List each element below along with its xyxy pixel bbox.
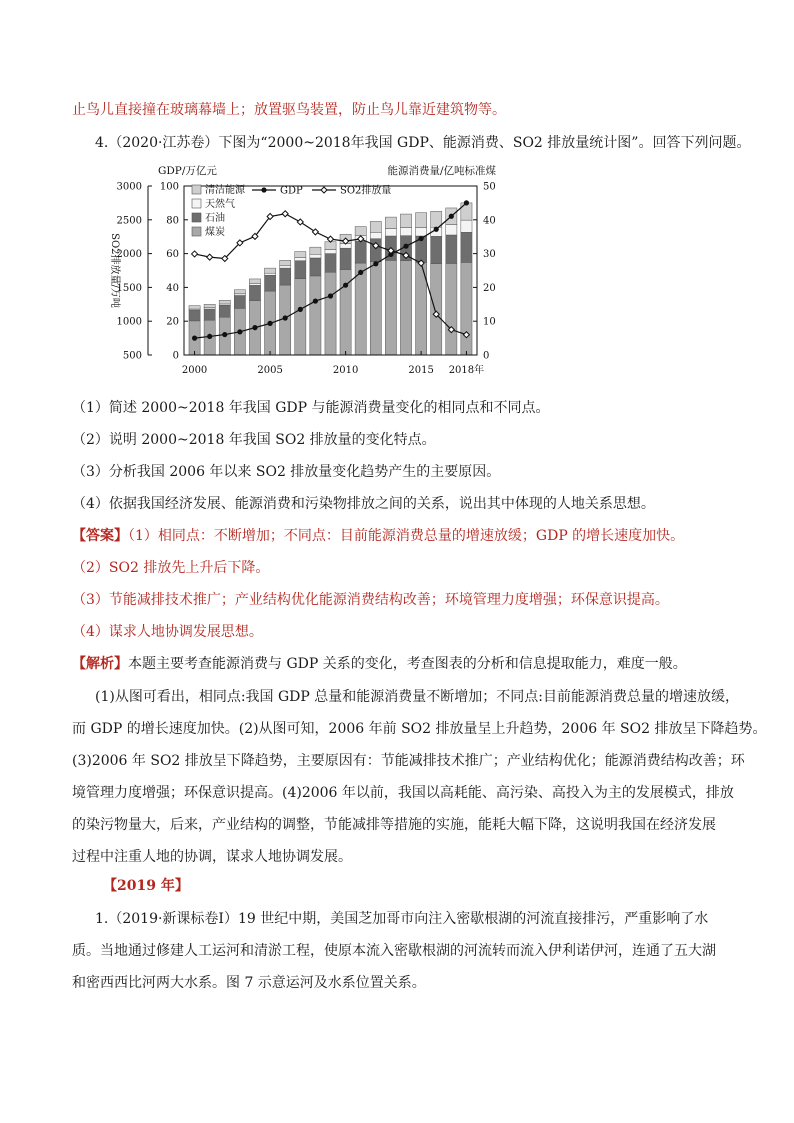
legend-label-clean: 清洁能源 — [205, 185, 245, 196]
answer-line-4: （4）谋求人地协调发展思想。 — [72, 624, 263, 640]
legend-so2-marker — [321, 187, 327, 193]
chart — [104, 158, 504, 382]
gdp-point-2012 — [373, 261, 378, 266]
analysis-summary: 本题主要考查能源消费与 GDP 关系的变化，考查图表的分析和信息提取能力，难度一般。 — [128, 656, 687, 672]
energy-tick-label: 30 — [483, 249, 496, 261]
bar-clean-2003 — [234, 290, 245, 294]
legend-swatch-oil — [192, 213, 201, 222]
energy-tick-label: 50 — [483, 181, 496, 193]
so2-axis-title: SO2排放量/万吨 — [109, 233, 120, 308]
bar-oil-2001 — [204, 309, 215, 320]
bar-clean-2016 — [431, 211, 442, 227]
section-heading-2019: 【2019 年】 — [103, 878, 189, 894]
gdp-point-2008 — [313, 298, 318, 303]
so2-point-2001 — [207, 254, 213, 260]
legend-label-coal: 煤炭 — [205, 227, 225, 238]
bar-clean-2014 — [400, 214, 411, 228]
so2-point-2009 — [328, 236, 334, 242]
energy-tick-label: 20 — [483, 282, 496, 294]
x-tick-label: 2000 — [181, 365, 208, 376]
bar-gas-2014 — [400, 228, 411, 236]
bar-clean-2006 — [280, 260, 291, 265]
gdp-axis-title: GDP/万亿元 — [158, 165, 217, 177]
bar-gas-2007 — [295, 258, 306, 261]
question-header: 4.（2020·江苏卷）下图为“2000~2018年我国 GDP、能源消费、SO2 排放量统计图”。回答下列问题。 — [95, 135, 751, 151]
energy-axis-title: 能源消费量/亿吨标准煤 — [387, 165, 496, 177]
bar-gas-2005 — [264, 273, 275, 275]
bar-gas-2015 — [416, 228, 427, 236]
legend-label-gas: 天然气 — [205, 199, 235, 210]
question-item-4: （4）依据我国经济发展、能源消费和污染物排放之间的关系，说出其中体现的人地关系思想。 — [72, 496, 655, 512]
bar-coal-2018 — [461, 262, 472, 355]
bar-clean-2000 — [189, 306, 200, 309]
legend-swatch-clean — [192, 185, 201, 194]
gdp-point-2016 — [434, 227, 439, 232]
bar-oil-2016 — [431, 236, 442, 263]
bar-gas-2003 — [234, 294, 245, 296]
legend-label-oil: 石油 — [205, 213, 225, 224]
gdp-point-2005 — [267, 321, 272, 326]
so2-point-2007 — [297, 219, 303, 225]
q2019-line-2: 质。当地通过修建人工运河和清淤工程，使原本流入密歇根湖的河流转而流入伊利诺伊河，连通了五大湖 — [72, 943, 716, 959]
gdp-point-2007 — [298, 307, 303, 312]
answer-line-1 — [72, 526, 684, 546]
q2019-line-3: 和密西西比河两大水系。图 7 示意运河及水系位置关系。 — [72, 975, 426, 991]
bar-clean-2012 — [370, 221, 381, 232]
question-item-2: （2）说明 2000~2018 年我国 SO2 排放量的变化特点。 — [72, 432, 436, 448]
bar-oil-2008 — [310, 258, 321, 276]
so2-tick-label: 2000 — [116, 249, 142, 261]
legend-label-gdp: GDP — [280, 185, 303, 197]
intro-line: 止鸟儿直接撞在玻璃幕墙上；放置驱鸟装置，防止鸟儿靠近建筑物等。 — [72, 102, 506, 118]
answer-tag: 【答案】 — [72, 528, 128, 544]
answer-line-2: （2）SO2 排放先上升后下降。 — [72, 560, 270, 576]
bar-oil-2011 — [355, 241, 366, 263]
gdp-point-2002 — [222, 332, 227, 337]
bar-coal-2016 — [431, 264, 442, 355]
analysis-paragraph-line-4: 境管理力度增强；环保意识提高。(4)2006 年以前，我国以高耗能、高污染、高投入为主的发展模式，排放 — [72, 785, 734, 801]
gdp-point-2006 — [283, 315, 288, 320]
analysis-tag: 【解析】 — [72, 656, 128, 672]
energy-tick-label: 40 — [483, 215, 496, 227]
analysis-paragraph-line-2: 而 GDP 的增长速度加快。(2)从图可知，2006 年前 SO2 排放量呈上升趋势，2006 年 SO2 排放呈下降趋势。 — [72, 721, 767, 737]
gdp-tick-label: 100 — [159, 181, 179, 193]
bar-oil-2004 — [249, 285, 260, 300]
gdp-point-2000 — [192, 336, 197, 341]
gdp-point-2010 — [343, 283, 348, 288]
so2-tick-label: 1000 — [116, 316, 142, 328]
bar-oil-2010 — [340, 248, 351, 269]
bar-coal-2009 — [325, 272, 336, 355]
bar-clean-2004 — [249, 279, 260, 284]
bar-gas-2006 — [280, 266, 291, 268]
bar-oil-2007 — [295, 261, 306, 279]
gdp-point-2017 — [449, 214, 454, 219]
legend-swatch-gas — [192, 199, 201, 208]
bar-clean-2008 — [310, 247, 321, 254]
gdp-tick-label: 40 — [166, 282, 179, 294]
x-tick-label: 2018年 — [448, 365, 485, 376]
bar-oil-2018 — [461, 232, 472, 262]
bar-gas-2012 — [370, 232, 381, 238]
bar-clean-2011 — [355, 227, 366, 236]
so2-point-2006 — [282, 211, 288, 217]
bar-coal-2014 — [400, 261, 411, 355]
bar-oil-2017 — [446, 235, 457, 263]
bar-oil-2003 — [234, 296, 245, 309]
bar-gas-2017 — [446, 225, 457, 235]
gdp-point-2011 — [358, 270, 363, 275]
bar-oil-2005 — [264, 275, 275, 291]
energy-tick-label: 0 — [483, 350, 490, 362]
bar-clean-2015 — [416, 213, 427, 228]
bar-oil-2009 — [325, 254, 336, 273]
bar-gas-2008 — [310, 254, 321, 258]
so2-tick-label: 500 — [122, 350, 142, 362]
bar-oil-2006 — [280, 268, 291, 285]
legend-label-so2: SO2排放量 — [340, 185, 392, 197]
bar-gas-2018 — [461, 220, 472, 232]
gdp-point-2009 — [328, 293, 333, 298]
gdp-tick-label: 60 — [166, 249, 179, 261]
bar-clean-2005 — [264, 268, 275, 273]
bar-coal-2012 — [370, 262, 381, 355]
energy-tick-label: 10 — [483, 316, 496, 328]
gdp-point-2003 — [237, 329, 242, 334]
so2-tick-label: 3000 — [116, 181, 142, 193]
q2019-line-1: 1.（2019·新课标卷Ⅰ）19 世纪中期，美国芝加哥市向注入密歇根湖的河流直接排污，严重影响了水 — [95, 911, 709, 927]
bar-clean-2007 — [295, 252, 306, 258]
bar-clean-2002 — [219, 300, 230, 304]
bar-coal-2013 — [385, 260, 396, 355]
question-item-1: （1）简述 2000~2018 年我国 GDP 与能源消费量变化的相同点和不同点。 — [72, 400, 550, 416]
gdp-point-2004 — [252, 325, 257, 330]
bar-coal-2007 — [295, 279, 306, 355]
analysis-paragraph-line-1: (1)从图可看出，相同点:我国 GDP 总量和能源消费量不断增加；不同点:目前能源消费总量的增速放缓， — [95, 689, 739, 705]
bar-clean-2009 — [325, 242, 336, 250]
x-tick-label: 2010 — [332, 365, 359, 376]
x-tick-label: 2005 — [257, 365, 283, 376]
analysis-line — [72, 654, 687, 674]
gdp-point-2018 — [464, 200, 469, 205]
bar-coal-2008 — [310, 276, 321, 355]
bar-gas-2013 — [385, 229, 396, 236]
analysis-paragraph-line-5: 的染污物量大，后来，产业结构的调整，节能减排等措施的实施，能耗大幅下降，这说明我国在经济发展 — [72, 817, 716, 833]
bar-coal-2011 — [355, 263, 366, 355]
gdp-point-2015 — [419, 236, 424, 241]
so2-tick-label: 1500 — [116, 282, 142, 294]
bar-oil-2000 — [189, 310, 200, 321]
bar-coal-2017 — [446, 263, 457, 355]
bar-clean-2013 — [385, 217, 396, 228]
answer-line-3: （3）节能减排技术推广；产业结构优化能源消费结构改善；环境管理力度增强；环保意识提高。 — [72, 592, 669, 608]
gdp-tick-label: 80 — [166, 215, 179, 227]
bar-gas-2004 — [249, 284, 260, 286]
answer-text-1: （1）相同点：不断增加；不同点：目前能源消费总量的增速放缓；GDP 的增长速度加快。 — [128, 528, 685, 544]
gdp-point-2014 — [403, 244, 408, 249]
so2-point-2000 — [192, 251, 198, 257]
analysis-paragraph-line-3: (3)2006 年 SO2 排放呈下降趋势，主要原因有：节能减排技术推广；产业结构优化；能源消费结构改善；环 — [72, 753, 745, 769]
so2-point-2008 — [312, 229, 318, 235]
gdp-tick-label: 0 — [172, 350, 179, 362]
question-item-3: （3）分析我国 2006 年以来 SO2 排放量变化趋势产生的主要原因。 — [72, 464, 501, 480]
bar-oil-2002 — [219, 305, 230, 317]
legend-gdp-marker — [261, 187, 266, 192]
x-tick-label: 2015 — [408, 365, 434, 376]
gdp-tick-label: 20 — [166, 316, 179, 328]
bar-clean-2001 — [204, 304, 215, 307]
analysis-paragraph-line-6: 过程中注重人地的协调，谋求人地协调发展。 — [72, 849, 352, 865]
legend-swatch-coal — [192, 227, 201, 236]
bar-gas-2009 — [325, 250, 336, 254]
gdp-point-2001 — [207, 334, 212, 339]
so2-tick-label: 2500 — [116, 215, 142, 227]
